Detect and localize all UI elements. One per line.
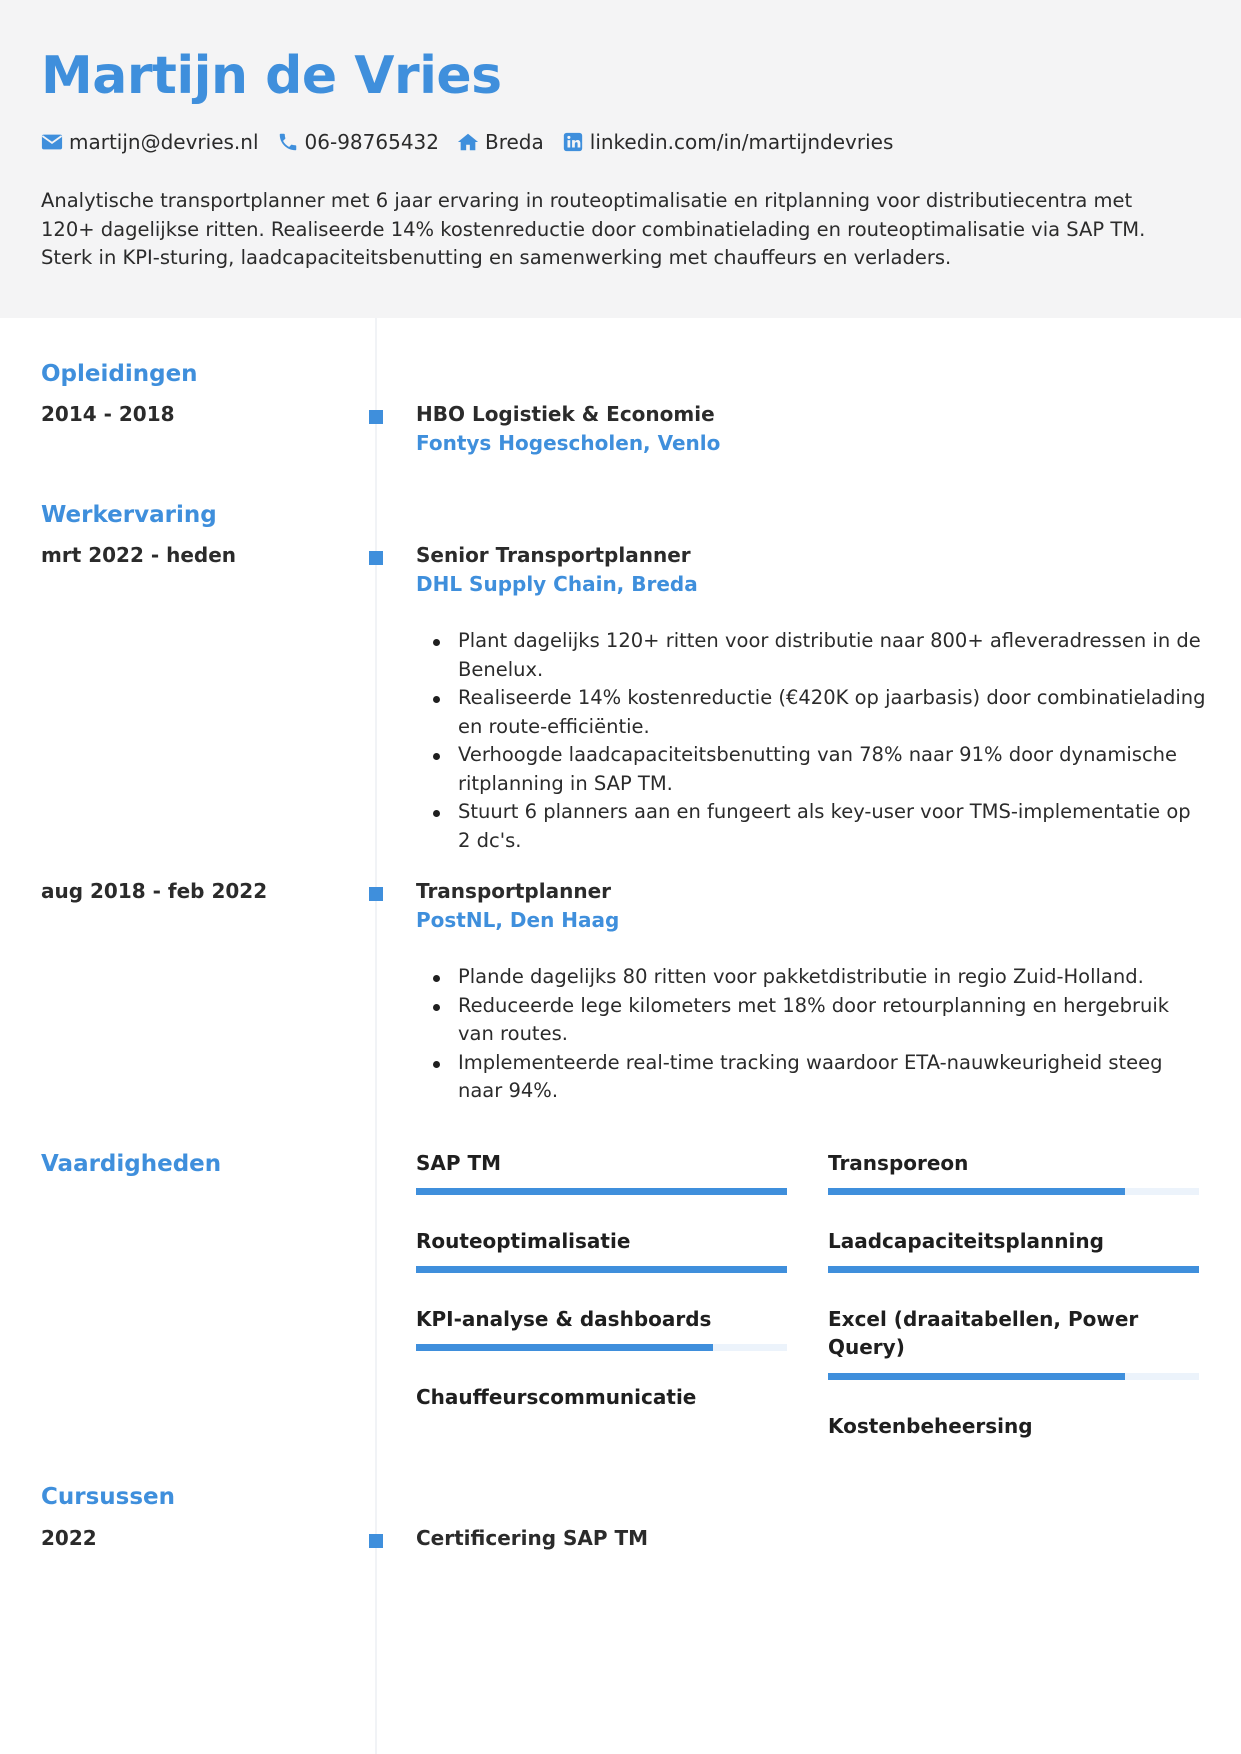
bullet-item: Plande dagelijks 80 ritten voor pakketdistributie in regio Zuid-Holland. (416, 963, 1206, 992)
skill-name: Excel (draaitabellen, Power Query) (828, 1307, 1139, 1359)
skill-bar-fill (416, 1188, 787, 1195)
contact-city (457, 130, 544, 154)
contact-phone[interactable] (277, 130, 439, 154)
timeline-marker (369, 1534, 383, 1548)
timeline-marker (369, 887, 383, 901)
candidate-name: Martijn de Vries (41, 46, 502, 106)
linkedin-icon (562, 131, 584, 153)
skill-bar (828, 1373, 1199, 1380)
skill-bar (416, 1188, 787, 1195)
course-date: 2022 (41, 1526, 97, 1550)
job-company: PostNL, Den Haag (416, 908, 620, 932)
skill-name: Laadcapaciteitsplanning (828, 1229, 1104, 1253)
header-panel (0, 0, 1241, 318)
job-date: mrt 2022 - heden (41, 543, 237, 567)
job-date: aug 2018 - feb 2022 (41, 879, 268, 903)
skill-bar (416, 1266, 787, 1273)
education-degree: HBO Logistiek & Economie (416, 402, 715, 426)
phone-text: 06-98765432 (304, 130, 439, 154)
contact-row (41, 128, 911, 156)
contact-email[interactable] (41, 130, 259, 154)
section-title-education: Opleidingen (41, 361, 198, 387)
job-company: DHL Supply Chain, Breda (416, 572, 698, 596)
skill-name: Kostenbeheersing (828, 1414, 1033, 1438)
bullet-item: Reduceerde lege kilometers met 18% door retourplanning en hergebruik van routes. (416, 992, 1206, 1049)
skill-bar (828, 1266, 1199, 1273)
job-role: Senior Transportplanner (416, 543, 691, 567)
skill-name: Transporeon (828, 1151, 969, 1175)
job-bullets (416, 963, 1206, 1106)
skill-bar-fill (828, 1266, 1199, 1273)
envelope-icon (41, 131, 63, 153)
bullet-item: Implementeerde real-time tracking waardoor ETA-nauwkeurigheid steeg naar 94%. (416, 1049, 1206, 1106)
bullet-item: Verhoogde laadcapaciteitsbenutting van 78% naar 91% door dynamische ritplanning in SAP TM. (416, 741, 1206, 798)
section-title-skills: Vaardigheden (41, 1151, 222, 1177)
skill-bar-fill (828, 1188, 1125, 1195)
education-date: 2014 - 2018 (41, 402, 175, 426)
skill-bar-fill (416, 1344, 713, 1351)
education-school: Fontys Hogescholen, Venlo (416, 431, 721, 455)
email-text: martijn@devries.nl (69, 130, 259, 154)
skill-bar-fill (828, 1373, 1125, 1380)
job-bullets (416, 627, 1206, 855)
city-text: Breda (485, 130, 544, 154)
contact-linkedin[interactable] (562, 130, 894, 154)
timeline-marker (369, 551, 383, 565)
bullet-item: Plant dagelijks 120+ ritten voor distributie naar 800+ afleveradressen in de Benelux. (416, 627, 1206, 684)
home-icon (457, 131, 479, 153)
bullet-item: Stuurt 6 planners aan en fungeert als key-user voor TMS-implementatie op 2 dc's. (416, 798, 1206, 855)
profile-summary: Analytische transportplanner met 6 jaar ervaring in routeoptimalisatie en ritplanning voor distributiecentra met 120+ dagelijkse ritten. Realiseerde 14% kostenreductie door combinatielading en routeoptimalisatie via SAP TM. Sterk in KPI-sturing, laadcapaciteitsbenutting en samenwerking met chauffeurs en verladers. (41, 189, 1146, 269)
bullet-item: Realiseerde 14% kostenreductie (€420K op jaarbasis) door combinatielading en route-efficiëntie. (416, 684, 1206, 741)
linkedin-text: linkedin.com/in/martijndevries (589, 130, 894, 154)
skill-bar (416, 1344, 787, 1351)
skill-bar-fill (416, 1266, 787, 1273)
skill-name: SAP TM (416, 1151, 502, 1175)
timeline-marker (369, 410, 383, 424)
section-title-experience: Werkervaring (41, 502, 217, 528)
course-name: Certificering SAP TM (416, 1526, 649, 1550)
skill-name: Chauffeurscommunicatie (416, 1385, 697, 1409)
skill-name: KPI-analyse & dashboards (416, 1307, 712, 1331)
phone-icon (277, 131, 299, 153)
section-title-courses: Cursussen (41, 1484, 176, 1510)
skill-bar (828, 1188, 1199, 1195)
job-role: Transportplanner (416, 879, 611, 903)
skill-name: Routeoptimalisatie (416, 1229, 631, 1253)
